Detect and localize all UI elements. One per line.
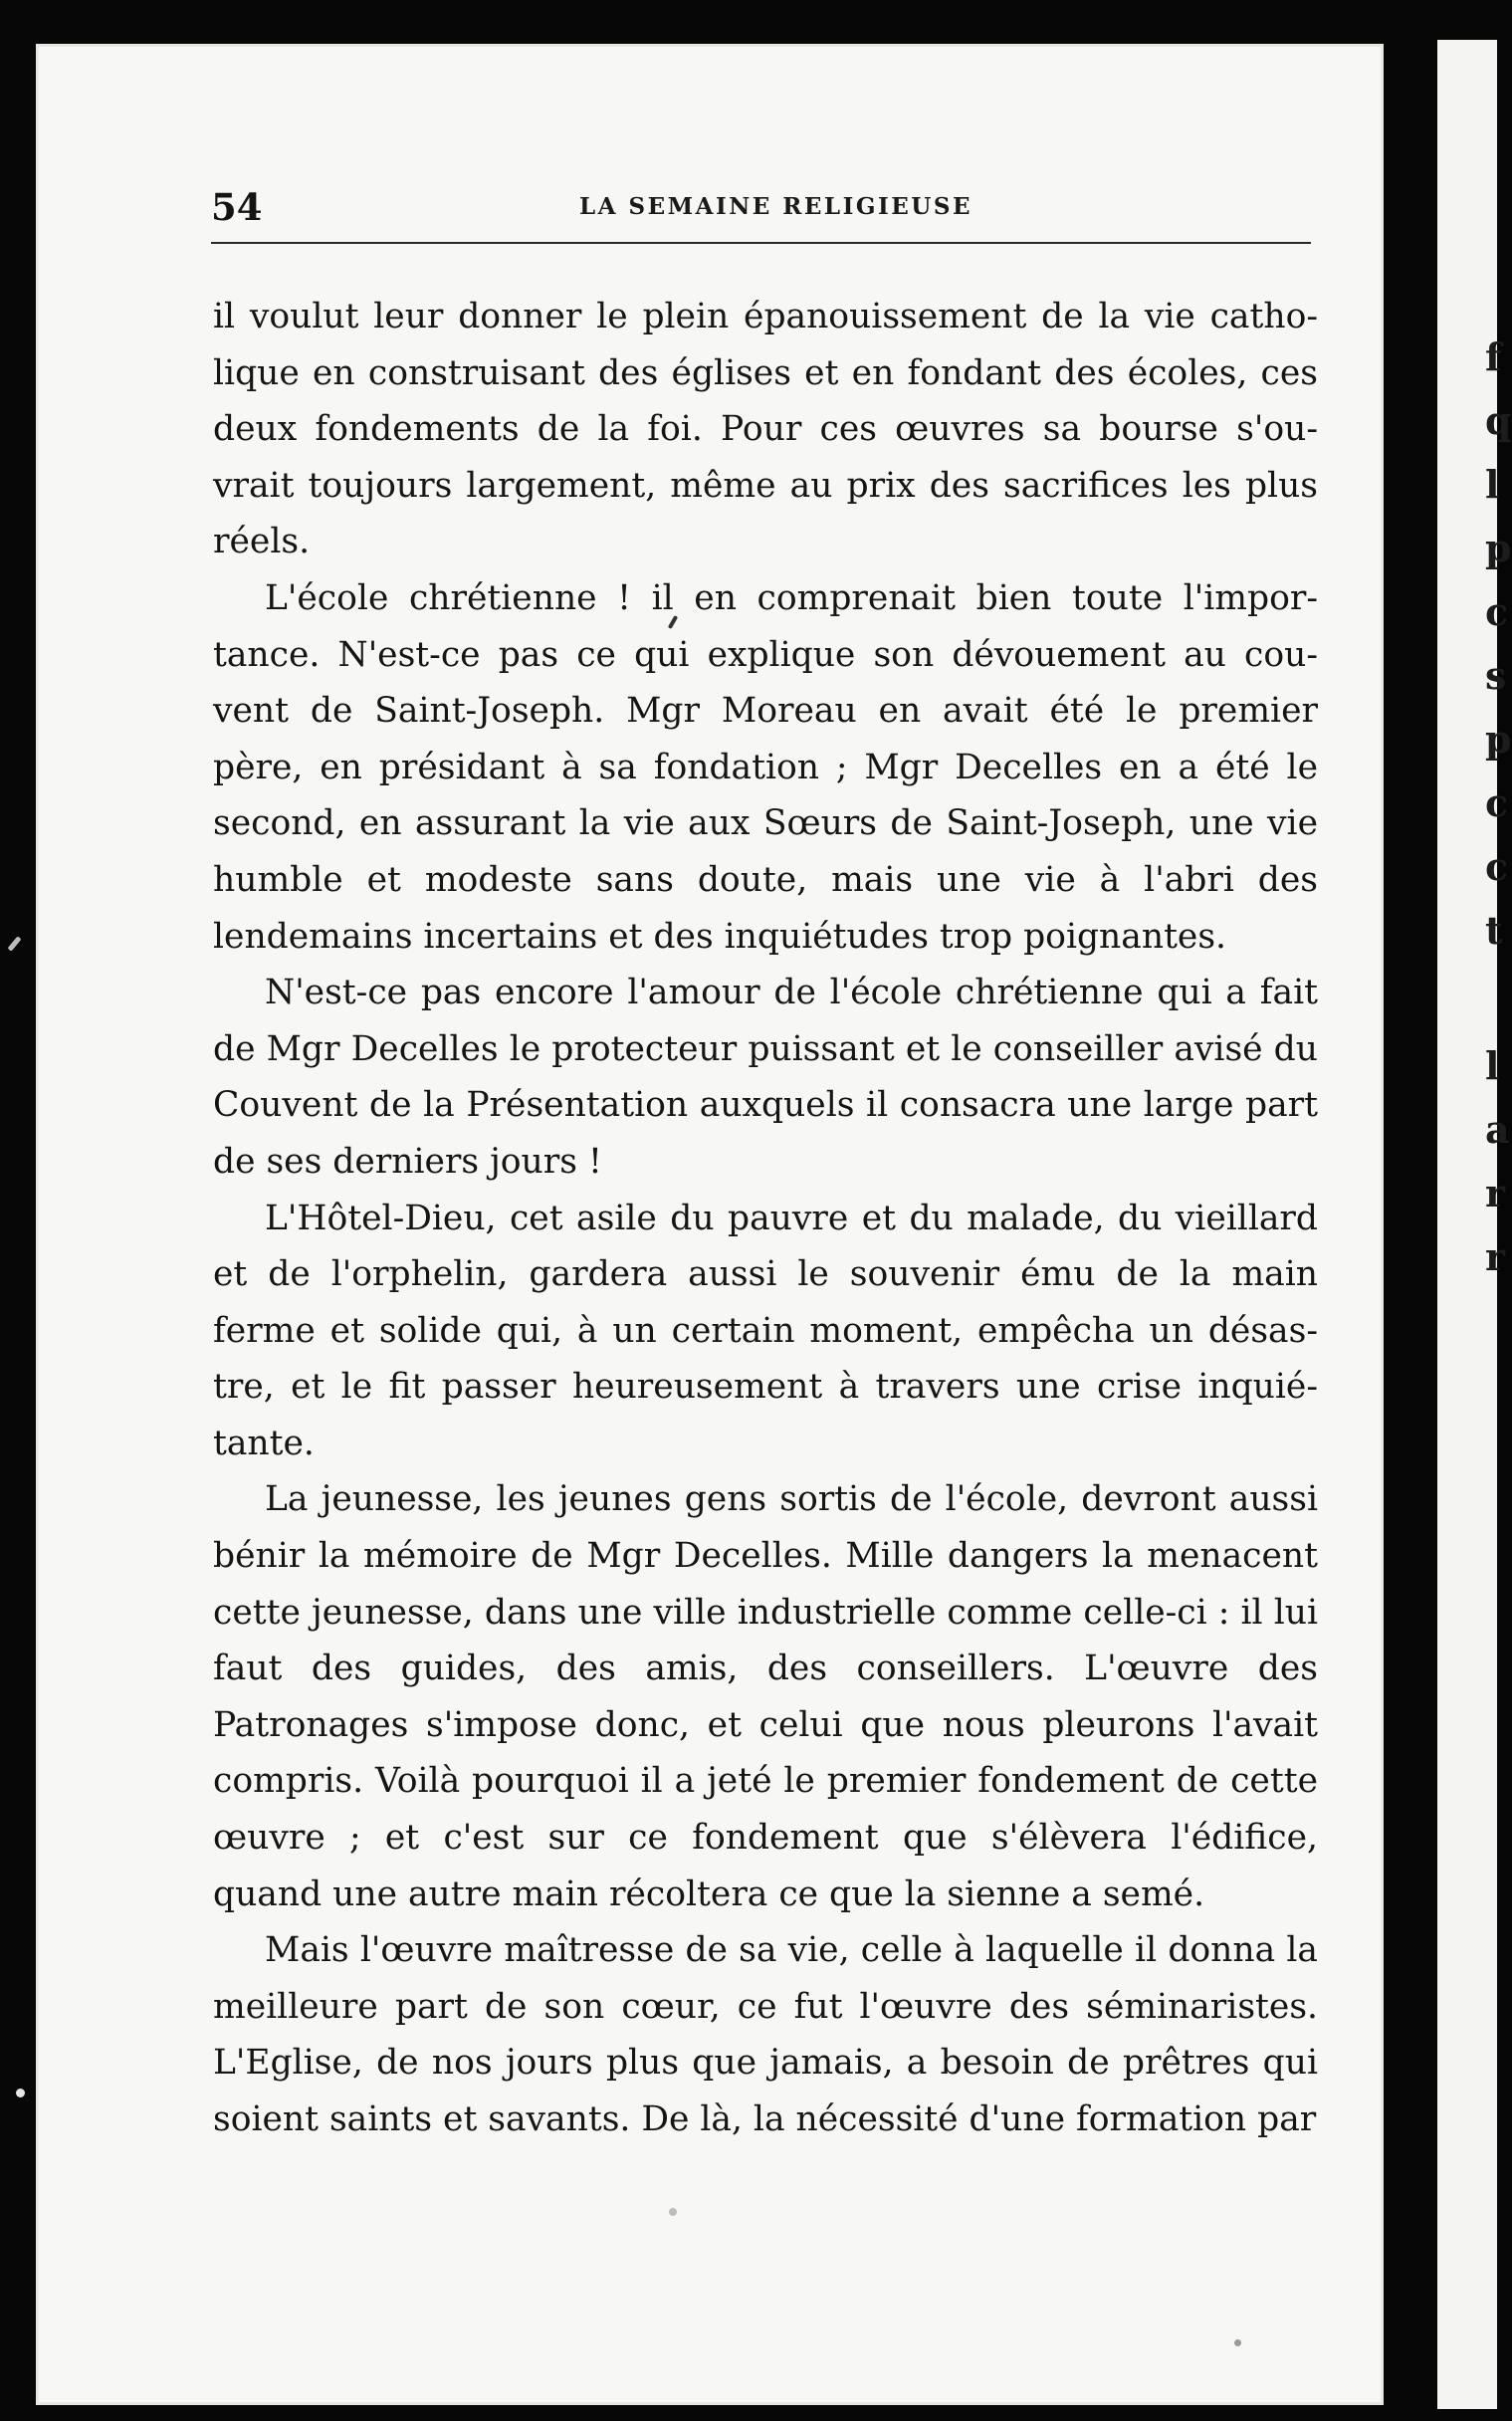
next-page-letter: l [1485,462,1500,507]
running-header [211,181,1311,233]
running-title: LA SEMAINE RELIGIEUSE [579,193,972,220]
next-page-edge [1437,40,1512,2409]
next-page-letter: c [1485,780,1509,825]
paragraph: L'école chrétienne ! il en comprenait bien toute l'impor-tance. N'est-ce pas ce qui explique son dévouement au cou-vent de Saint-Joseph. Mgr Moreau en avait été le premier père, en présidant à sa fondation ; Mgr Decelles en a été le second, en assurant la vie aux Sœurs de Saint-Joseph, une vie humble et modeste sans doute, mais une vie à l'abri des lendemains incertains et des inquiétudes trop poignantes. [213,577,1318,957]
next-page-letter: f [1485,334,1502,379]
next-page-letter: c [1485,589,1509,634]
next-page-letter: p [1485,526,1512,570]
next-page-letter: s [1485,653,1507,698]
next-page-letter: l [1485,1043,1500,1088]
dust-speck [7,936,21,951]
paragraph: Mais l'œuvre maîtresse de sa vie, celle à laquelle il donna la meilleure part de son cœur, ce fut l'œuvre des séminaristes. L'Eglise, de nos jours plus que jamais, a besoin de prêtres qui soient saints et savants. De là, la nécessité d'une formation par [213,1930,1318,2139]
paragraph: La jeunesse, les jeunes gens sortis de l'école, devront aussi bénir la mémoire de Mgr Decelles. Mille dangers la menacent cette jeunesse, dans une ville industrielle comme celle-ci : il lui faut des guides, des amis, des conseillers. L'œuvre des Patronages s'impose donc, et celui que nous pleurons l'avait compris. Voilà pourquoi il a jeté le premier fondement de cette œuvre ; et c'est sur ce fondement que s'élèvera l'édifice, quand une autre main récoltera ce que la sienne a semé. [213,1479,1318,1914]
body-text [213,289,1318,2148]
page-number: 54 [211,185,263,229]
next-page-letter: q [1485,398,1512,443]
next-page-letter: a [1485,1107,1510,1152]
paragraph: N'est-ce pas encore l'amour de l'école chrétienne qui a fait de Mgr Decelles le protecteur puissant et le conseiller avisé du Couvent de la Présentation auxquels il consacra une large part de ses derniers jours ! [213,973,1318,1182]
next-page-letter: c [1485,844,1509,889]
next-page-letter: r [1485,1171,1506,1215]
paragraph: L'Hôtel-Dieu, cet asile du pauvre et du malade, du vieillard et de l'orphelin, gardera aussi le souvenir ému de la main ferme et solide qui, à un certain moment, empêcha un désas-tre, et le fit passer heureusement à travers une crise inquié-tante. [213,1198,1318,1463]
dust-speck [1234,2339,1241,2346]
next-page-letter: r [1485,1234,1506,1279]
next-page-letter: p [1485,717,1512,762]
header-rule [211,242,1311,244]
paragraph: il voulut leur donner le plein épanouissement de la vie catho-lique en construisant des églises et en fondant des écoles, ces deux fondements de la foi. Pour ces œuvres sa bourse s'ou-vrait toujours largement, même au prix des sacrifices les plus réels. [213,297,1318,562]
next-page-letter: t [1485,908,1503,953]
dust-speck [669,2208,677,2216]
dust-speck [16,2089,25,2097]
